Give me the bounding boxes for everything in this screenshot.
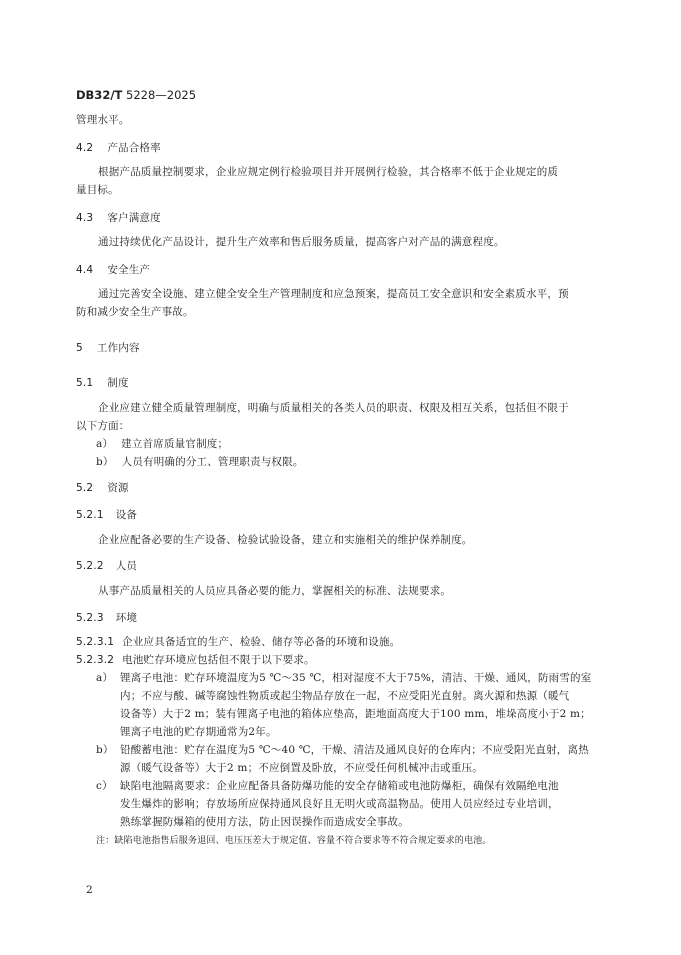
section-title: 设备: [115, 509, 138, 521]
list-marker: c）: [96, 780, 113, 792]
list-marker: a）: [96, 438, 114, 450]
list-text-line: 发生爆炸的影响；存放场所应保持通风良好且无明火或高温物品。使用人员应经过专业培训，: [120, 798, 559, 810]
section-number: 5: [76, 342, 83, 354]
section-heading-4-4: [76, 262, 150, 277]
list-text-line: 铅酸蓄电池：贮存在温度为5 ℃～40 ℃，干燥、清洁及通风良好的仓库内；不应受阳光直射，离热: [120, 744, 589, 756]
section-heading-4-2: [76, 140, 161, 155]
section-number: 5.2.1: [76, 509, 104, 521]
paragraph-line: 以下方面：: [76, 420, 130, 432]
list-marker: a）: [96, 672, 114, 684]
section-heading-4-3: [76, 210, 161, 225]
list-marker: b）: [96, 456, 114, 468]
clause-number: 5.2.3.1: [76, 636, 115, 648]
paragraph-line: 量目标。: [76, 184, 119, 196]
section-title: 制度: [107, 377, 129, 389]
paragraph-line: 根据产品质量控制要求，企业应规定例行检验项目并开展例行检验，其合格率不低于企业规定的质: [98, 166, 559, 178]
list-text-line: 内；不应与酸、碱等腐蚀性物质或起尘物品存放在一起，不应受阳光直射。离火源和热源（暖气: [120, 690, 570, 702]
section-title: 客户满意度: [107, 212, 161, 224]
paragraph-line: 防和减少安全生产事故。: [76, 306, 194, 318]
section-heading-5-2-2: [76, 558, 137, 573]
section-title: 产品合格率: [107, 142, 161, 154]
list-text-line: 熟练掌握防爆箱的使用方法，防止因误操作而造成安全事故。: [120, 816, 409, 828]
section-number: 5.1: [76, 377, 94, 389]
section-heading-5: [76, 340, 140, 355]
section-number: 5.2.2: [76, 560, 104, 572]
clause-5-2-3-1: [76, 634, 400, 649]
page-number: 2: [86, 884, 93, 896]
clause-text: 电池贮存环境应包括但不限于以下要求。: [122, 654, 315, 666]
clause-5-2-3-2: [76, 652, 315, 667]
list-item-b: [96, 454, 304, 469]
list-text-line: 锂离子电池：贮存环境温度为5 ℃～35 ℃，相对湿度不大于75%，清洁、干燥、通风，防雨雪的室: [120, 672, 592, 684]
paragraph-line: 管理水平。: [76, 114, 130, 126]
standard-code: DB32/T: [76, 88, 123, 102]
clause-number: 5.2.3.2: [76, 654, 115, 666]
list-text-line: 设备等）大于2 m；装有锂离子电池的箱体应垫高，距地面高度大于100 mm，堆垛高度小于2 m；: [120, 708, 591, 720]
section-title: 环境: [115, 612, 138, 624]
section-title: 工作内容: [96, 342, 140, 354]
section-heading-5-2-3: [76, 610, 137, 625]
list-item-a: [96, 436, 228, 451]
paragraph-line: 从事产品质量相关的人员应具备必要的能力，掌握相关的标准、法规要求。: [98, 585, 452, 597]
note: 注：缺陷电池指售后服务退回、电压压差大于规定值、容量不符合要求等不符合规定要求的电池。: [96, 836, 492, 846]
list-text-line: 缺陷电池隔离要求：企业应配备具备防爆功能的安全存储箱或电池防爆柜，确保有效隔绝电池: [120, 780, 559, 792]
section-number: 4.2: [76, 142, 94, 154]
list-text-line: 锂离子电池的贮存期通常为2年。: [120, 726, 277, 738]
section-title: 人员: [115, 560, 138, 572]
list-marker: b）: [96, 744, 114, 756]
paragraph-line: 企业应建立健全质量管理制度，明确与质量相关的各类人员的职责、权限及相互关系，包括但不限于: [98, 402, 569, 414]
list-text: 人员有明确的分工、管理职责与权限。: [121, 456, 304, 468]
section-title: 安全生产: [107, 264, 151, 276]
paragraph-line: 通过持续优化产品设计，提升生产效率和售后服务质量，提高客户对产品的满意程度。: [98, 236, 505, 248]
list-text-line: 源（暖气设备等）大于2 m；不应倒置及卧放，不应受任何机械冲击或重压。: [120, 762, 483, 774]
paragraph-line: 企业应配备必要的生产设备、检验试验设备，建立和实施相关的维护保养制度。: [98, 534, 473, 546]
section-number: 4.4: [76, 264, 94, 276]
section-number: 4.3: [76, 212, 94, 224]
section-heading-5-1: [76, 375, 129, 390]
section-number: 5.2.3: [76, 612, 104, 624]
section-heading-5-2-1: [76, 507, 137, 522]
clause-text: 企业应具备适宜的生产、检验、储存等必备的环境和设施。: [122, 636, 401, 648]
list-text: 建立首席质量官制度；: [121, 438, 229, 450]
section-number: 5.2: [76, 482, 94, 494]
standard-number: 5228—2025: [126, 88, 197, 102]
section-heading-5-2: [76, 480, 129, 495]
section-title: 资源: [107, 482, 129, 494]
standard-header: [76, 88, 196, 102]
paragraph-line: 通过完善安全设施、建立健全安全生产管理制度和应急预案，提高员工安全意识和安全素质水平，预: [98, 288, 569, 300]
